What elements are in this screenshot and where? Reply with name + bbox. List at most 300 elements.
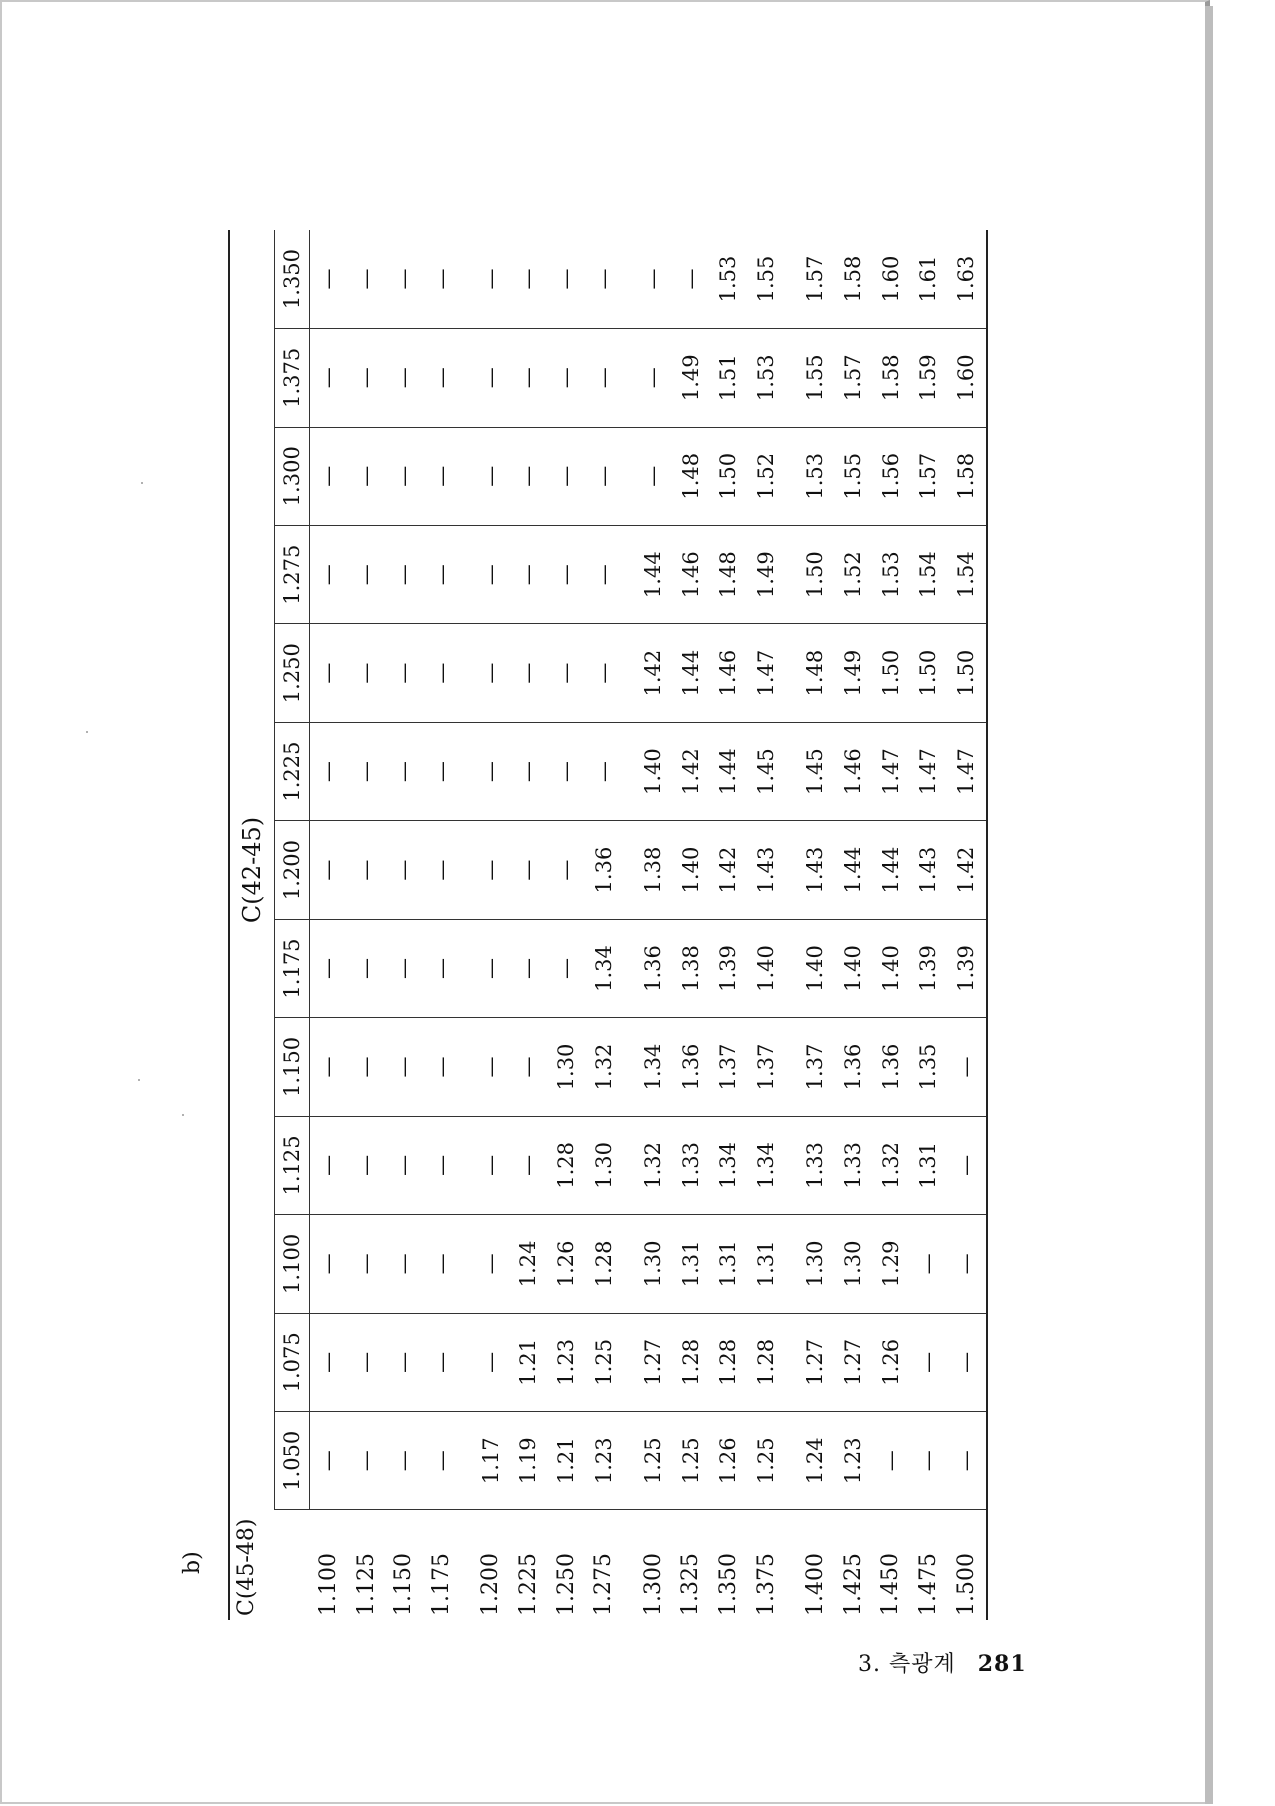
table-cell: —: [548, 919, 586, 1017]
table-cell: 1.44: [635, 525, 673, 623]
scan-speck: [86, 731, 88, 733]
table-cell: 1.25: [672, 1412, 710, 1510]
table-cell: 1.39: [710, 919, 748, 1017]
table-cell: —: [348, 1412, 386, 1510]
table-cell: —: [423, 329, 461, 427]
table-cell: —: [423, 525, 461, 623]
group-spacer-cell: [786, 525, 797, 623]
group-spacer-cell: [461, 722, 472, 820]
table-cell: —: [910, 1215, 948, 1313]
table-cell: —: [548, 230, 586, 329]
table-cell: —: [672, 230, 710, 329]
table-cell: 1.58: [872, 329, 910, 427]
column-header: 1.300: [275, 427, 310, 525]
table-cell: —: [472, 1215, 510, 1313]
group-spacer-cell: [786, 1510, 797, 1620]
table-cell: —: [348, 821, 386, 919]
table-cell: —: [310, 329, 348, 427]
table-row: [310, 230, 348, 1620]
group-spacer-cell: [461, 525, 472, 623]
group-spacer-cell: [461, 1510, 472, 1620]
table-cell: 1.40: [635, 722, 673, 820]
table-cell: 1.46: [835, 722, 873, 820]
table-cell: 1.46: [710, 624, 748, 722]
table-cell: —: [423, 1215, 461, 1313]
scan-speck: [182, 1114, 184, 1116]
table-cell: 1.47: [948, 722, 987, 820]
table-cell: —: [423, 427, 461, 525]
table-cell: 1.45: [797, 722, 835, 820]
table-cell: —: [510, 230, 548, 329]
group-spacer-cell: [461, 427, 472, 525]
table-cell: —: [635, 230, 673, 329]
table-cell: —: [310, 624, 348, 722]
table-cell: —: [348, 230, 386, 329]
group-spacer-cell: [461, 1018, 472, 1116]
table-cell: 1.63: [948, 230, 987, 329]
row-label: 1.350: [715, 1553, 741, 1616]
column-header: 1.100: [275, 1215, 310, 1313]
table-cell: —: [948, 1215, 987, 1313]
table-cell: 1.53: [797, 427, 835, 525]
table-cell: 1.30: [586, 1116, 624, 1214]
column-header: 1.350: [275, 230, 310, 329]
table-cell: 1.52: [835, 525, 873, 623]
group-spacer-cell: [461, 624, 472, 722]
table-cell: 1.48: [797, 624, 835, 722]
table-cell: —: [386, 525, 424, 623]
table-cell: 1.55: [797, 329, 835, 427]
density-table: [228, 230, 988, 1620]
table-cell: —: [348, 722, 386, 820]
table-row: [835, 230, 873, 1620]
table-cell: 1.57: [910, 427, 948, 525]
table-row: [510, 230, 548, 1620]
table-cell: —: [472, 1018, 510, 1116]
table-row: [348, 230, 386, 1620]
table-cell: —: [348, 624, 386, 722]
table-cell: 1.47: [910, 722, 948, 820]
table-cell: —: [948, 1018, 987, 1116]
table-cell: 1.28: [672, 1313, 710, 1411]
table-cell: 1.21: [510, 1313, 548, 1411]
table-cell: —: [586, 722, 624, 820]
table-cell: —: [586, 230, 624, 329]
table-cell: 1.31: [910, 1116, 948, 1214]
group-spacer: [461, 230, 472, 1620]
group-spacer-cell: [623, 919, 634, 1017]
group-spacer-cell: [461, 1116, 472, 1214]
table-cell: 1.48: [710, 525, 748, 623]
group-spacer-cell: [623, 821, 634, 919]
table-cell: 1.58: [948, 427, 987, 525]
scan-speck: [141, 482, 143, 484]
table-cell: —: [635, 329, 673, 427]
table-cell: —: [510, 722, 548, 820]
table-cell: —: [310, 427, 348, 525]
table-cell: —: [423, 624, 461, 722]
table-cell: 1.45: [748, 722, 786, 820]
table-cell: —: [586, 525, 624, 623]
table-cell: —: [386, 722, 424, 820]
table-cell: 1.54: [948, 525, 987, 623]
group-spacer-cell: [623, 1412, 634, 1510]
table-cell: 1.33: [797, 1116, 835, 1214]
table-cell: 1.43: [910, 821, 948, 919]
scan-speck: [138, 1079, 140, 1081]
table-cell: 1.31: [748, 1215, 786, 1313]
group-spacer-cell: [623, 1313, 634, 1411]
group-spacer-cell: [461, 1215, 472, 1313]
table-cell: —: [423, 1116, 461, 1214]
table-cell: 1.31: [710, 1215, 748, 1313]
table-cell: 1.44: [835, 821, 873, 919]
table-cell: 1.40: [672, 821, 710, 919]
table-cell: 1.40: [835, 919, 873, 1017]
table-cell: —: [472, 624, 510, 722]
column-header: 1.125: [275, 1116, 310, 1214]
section-label: b): [180, 1551, 205, 1574]
table-cell: —: [348, 1116, 386, 1214]
table-cell: —: [348, 427, 386, 525]
table-row: [797, 230, 835, 1620]
table-row: [472, 230, 510, 1620]
row-label: 1.375: [753, 1553, 779, 1616]
table-row: [586, 230, 624, 1620]
table-cell: 1.38: [672, 919, 710, 1017]
group-spacer-cell: [461, 230, 472, 329]
group-spacer-cell: [786, 329, 797, 427]
group-spacer-cell: [461, 919, 472, 1017]
table-row: [635, 230, 673, 1620]
column-header: 1.075: [275, 1313, 310, 1411]
table-cell: —: [510, 329, 548, 427]
table-cell: —: [310, 1116, 348, 1214]
row-label: 1.325: [678, 1553, 704, 1616]
table-cell: 1.47: [748, 624, 786, 722]
table-cell: —: [423, 1412, 461, 1510]
table-cell: 1.34: [710, 1116, 748, 1214]
table-cell: 1.58: [835, 230, 873, 329]
table-cell: 1.27: [635, 1313, 673, 1411]
group-spacer-cell: [786, 1116, 797, 1214]
table-cell: 1.42: [672, 722, 710, 820]
column-header-row: [275, 230, 310, 1620]
group-spacer-cell: [623, 525, 634, 623]
group-spacer-cell: [623, 624, 634, 722]
table-cell: 1.38: [635, 821, 673, 919]
table-cell: 1.33: [835, 1116, 873, 1214]
table-cell: —: [586, 329, 624, 427]
table-cell: 1.36: [672, 1018, 710, 1116]
table-cell: —: [510, 427, 548, 525]
table-cell: 1.28: [586, 1215, 624, 1313]
row-label: 1.250: [553, 1553, 579, 1616]
table-cell: 1.50: [710, 427, 748, 525]
table-cell: 1.37: [797, 1018, 835, 1116]
table-cell: —: [548, 821, 586, 919]
table-row: [910, 230, 948, 1620]
table-cell: —: [423, 1018, 461, 1116]
table-cell: —: [386, 1116, 424, 1214]
table-cell: 1.39: [910, 919, 948, 1017]
table-cell: 1.31: [672, 1215, 710, 1313]
table-cell: 1.28: [548, 1116, 586, 1214]
table-row: [748, 230, 786, 1620]
table-cell: —: [548, 427, 586, 525]
table-cell: —: [472, 329, 510, 427]
group-spacer-cell: [786, 1412, 797, 1510]
table-cell: 1.24: [510, 1215, 548, 1313]
table-cell: —: [472, 821, 510, 919]
table-cell: —: [310, 1412, 348, 1510]
table-cell: 1.29: [872, 1215, 910, 1313]
row-label: 1.475: [915, 1553, 941, 1616]
table-row: [948, 230, 987, 1620]
table-cell: 1.36: [586, 821, 624, 919]
table-cell: —: [386, 1412, 424, 1510]
table-cell: 1.37: [748, 1018, 786, 1116]
table-cell: 1.40: [797, 919, 835, 1017]
column-header: 1.275: [275, 525, 310, 623]
table-cell: 1.53: [872, 525, 910, 623]
column-header: 1.375: [275, 329, 310, 427]
table-cell: —: [310, 1313, 348, 1411]
table-cell: —: [386, 230, 424, 329]
table-cell: 1.48: [672, 427, 710, 525]
table-cell: 1.44: [872, 821, 910, 919]
page-edge-shadow: [1205, 6, 1213, 1804]
table-cell: 1.49: [835, 624, 873, 722]
rotated-table-container: [228, 230, 988, 1620]
table-cell: —: [423, 821, 461, 919]
table-row: [548, 230, 586, 1620]
table-cell: 1.24: [797, 1412, 835, 1510]
table-cell: 1.50: [797, 525, 835, 623]
table-cell: —: [510, 525, 548, 623]
table-cell: —: [948, 1116, 987, 1214]
row-label: 1.400: [802, 1553, 828, 1616]
group-spacer-cell: [786, 230, 797, 329]
group-spacer-cell: [623, 1116, 634, 1214]
table-cell: 1.55: [835, 427, 873, 525]
table-cell: 1.42: [635, 624, 673, 722]
table-cell: 1.25: [586, 1313, 624, 1411]
group-spacer-cell: [786, 1018, 797, 1116]
column-header: 1.150: [275, 1018, 310, 1116]
group-spacer-cell: [786, 1215, 797, 1313]
table-cell: —: [510, 821, 548, 919]
table-cell: —: [472, 1313, 510, 1411]
table-cell: 1.28: [748, 1313, 786, 1411]
table-cell: —: [348, 1018, 386, 1116]
page-number: 281: [977, 1651, 1027, 1677]
group-spacer: [786, 230, 797, 1620]
table-cell: —: [472, 1116, 510, 1214]
table-cell: —: [472, 722, 510, 820]
table-cell: —: [310, 821, 348, 919]
group-spacer-cell: [786, 427, 797, 525]
table-cell: 1.32: [586, 1018, 624, 1116]
corner-label: C(45-48): [234, 1518, 259, 1616]
column-group-title: C(42-45): [238, 816, 266, 924]
group-spacer-cell: [461, 1313, 472, 1411]
table-cell: 1.40: [748, 919, 786, 1017]
table-cell: —: [348, 525, 386, 623]
table-cell: 1.44: [672, 624, 710, 722]
row-label: 1.300: [640, 1553, 666, 1616]
group-spacer-cell: [623, 1018, 634, 1116]
table-cell: —: [548, 329, 586, 427]
table-cell: —: [423, 722, 461, 820]
table-row: [386, 230, 424, 1620]
table-cell: —: [423, 1313, 461, 1411]
table-cell: —: [423, 230, 461, 329]
table-cell: 1.60: [872, 230, 910, 329]
table-cell: 1.54: [910, 525, 948, 623]
group-spacer-cell: [786, 821, 797, 919]
footer-section-title: 3. 측광계: [858, 1652, 956, 1677]
table-cell: 1.30: [548, 1018, 586, 1116]
table-cell: —: [910, 1412, 948, 1510]
table-cell: 1.56: [872, 427, 910, 525]
table-cell: —: [386, 1018, 424, 1116]
table-cell: 1.60: [948, 329, 987, 427]
table-cell: —: [386, 624, 424, 722]
table-cell: —: [310, 1018, 348, 1116]
table-cell: 1.17: [472, 1412, 510, 1510]
table-cell: —: [423, 919, 461, 1017]
row-label: 1.100: [315, 1553, 341, 1616]
table-cell: 1.50: [872, 624, 910, 722]
table-cell: —: [510, 1116, 548, 1214]
group-spacer-cell: [786, 624, 797, 722]
table-cell: 1.46: [672, 525, 710, 623]
table-cell: —: [386, 821, 424, 919]
table-cell: —: [586, 427, 624, 525]
table-cell: 1.23: [835, 1412, 873, 1510]
table-body: [310, 230, 988, 1620]
table-cell: 1.61: [910, 230, 948, 329]
group-spacer-cell: [786, 1313, 797, 1411]
table-cell: 1.57: [797, 230, 835, 329]
table-cell: 1.37: [710, 1018, 748, 1116]
table-cell: —: [348, 1215, 386, 1313]
table-cell: —: [910, 1313, 948, 1411]
table-cell: —: [510, 624, 548, 722]
table-cell: —: [386, 427, 424, 525]
table-cell: —: [472, 525, 510, 623]
table-cell: —: [548, 525, 586, 623]
row-label: 1.175: [429, 1553, 455, 1616]
table-cell: 1.25: [748, 1412, 786, 1510]
table-cell: 1.35: [910, 1018, 948, 1116]
row-label: 1.500: [953, 1553, 979, 1616]
table-cell: 1.30: [635, 1215, 673, 1313]
table-cell: 1.40: [872, 919, 910, 1017]
column-header: 1.050: [275, 1412, 310, 1510]
row-label: 1.275: [591, 1553, 617, 1616]
table-cell: 1.30: [835, 1215, 873, 1313]
table-cell: —: [548, 722, 586, 820]
table-row: [872, 230, 910, 1620]
group-spacer: [623, 230, 634, 1620]
table-cell: 1.39: [948, 919, 987, 1017]
table-cell: —: [948, 1313, 987, 1411]
table-row: [423, 230, 461, 1620]
table-cell: 1.36: [872, 1018, 910, 1116]
column-header: 1.175: [275, 919, 310, 1017]
row-label: 1.450: [878, 1553, 904, 1616]
table-cell: —: [386, 1215, 424, 1313]
table-cell: —: [548, 624, 586, 722]
table-cell: —: [348, 1313, 386, 1411]
table-cell: —: [948, 1412, 987, 1510]
table-cell: —: [310, 1215, 348, 1313]
table-cell: 1.30: [797, 1215, 835, 1313]
group-spacer-cell: [623, 329, 634, 427]
table-cell: 1.26: [710, 1412, 748, 1510]
table-cell: 1.49: [672, 329, 710, 427]
table-cell: 1.51: [710, 329, 748, 427]
table-cell: —: [348, 919, 386, 1017]
table-cell: —: [472, 230, 510, 329]
table-cell: —: [635, 427, 673, 525]
table-cell: 1.19: [510, 1412, 548, 1510]
table-cell: 1.32: [635, 1116, 673, 1214]
column-header: 1.250: [275, 624, 310, 722]
table-cell: 1.52: [748, 427, 786, 525]
table-cell: 1.27: [835, 1313, 873, 1411]
group-spacer-cell: [623, 427, 634, 525]
table-cell: 1.36: [835, 1018, 873, 1116]
page-footer: [858, 1647, 1027, 1678]
table-cell: 1.42: [710, 821, 748, 919]
row-label: 1.225: [515, 1553, 541, 1616]
group-spacer-cell: [623, 230, 634, 329]
table-cell: 1.28: [710, 1313, 748, 1411]
table-cell: —: [310, 722, 348, 820]
table-cell: 1.44: [710, 722, 748, 820]
group-spacer-cell: [461, 329, 472, 427]
table-cell: 1.34: [748, 1116, 786, 1214]
table-cell: —: [872, 1412, 910, 1510]
table-cell: —: [386, 1313, 424, 1411]
table-cell: —: [510, 919, 548, 1017]
table-cell: —: [510, 1018, 548, 1116]
group-spacer-cell: [786, 722, 797, 820]
column-header: 1.200: [275, 821, 310, 919]
table-cell: —: [472, 919, 510, 1017]
table-cell: —: [310, 230, 348, 329]
group-spacer-cell: [786, 919, 797, 1017]
row-label: 1.150: [391, 1553, 417, 1616]
group-spacer-cell: [461, 821, 472, 919]
table-cell: 1.26: [872, 1313, 910, 1411]
group-spacer-cell: [623, 1215, 634, 1313]
table-cell: —: [386, 329, 424, 427]
group-spacer-cell: [461, 1412, 472, 1510]
table-cell: 1.50: [948, 624, 987, 722]
table-cell: —: [472, 427, 510, 525]
table-row: [672, 230, 710, 1620]
table-cell: 1.23: [548, 1313, 586, 1411]
table-cell: 1.33: [672, 1116, 710, 1214]
group-spacer-cell: [623, 722, 634, 820]
table-row: [710, 230, 748, 1620]
table-cell: 1.25: [635, 1412, 673, 1510]
table-cell: 1.57: [835, 329, 873, 427]
